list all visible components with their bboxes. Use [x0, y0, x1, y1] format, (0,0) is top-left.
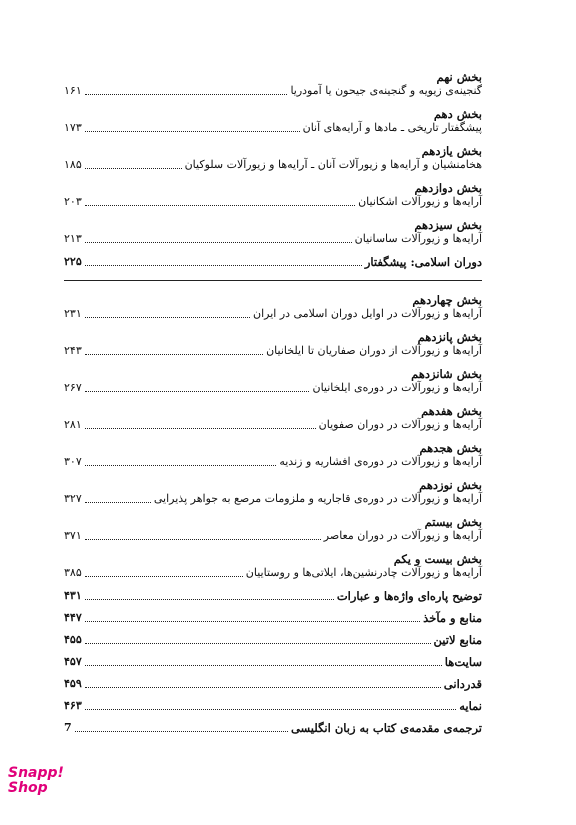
- entry-text: آرایه‌ها و زیورآلات چادرنشین‌ها، ایلاتی‌ها و روستاییان: [245, 566, 482, 579]
- toc-section: [64, 70, 482, 98]
- entry-text: منابع لاتین: [433, 633, 482, 647]
- back-matter-entry: [64, 677, 482, 691]
- toc-section: [64, 181, 482, 209]
- entry-text: پیشگفتار تاریخی ـ مادها و آرایه‌های آنان: [302, 121, 482, 134]
- page-number: ۴۴۷: [64, 611, 82, 624]
- entry-text: ترجمه‌ی مقدمه‌ی کتاب به زبان انگلیسی: [290, 721, 482, 735]
- divider: [64, 280, 482, 281]
- dot-leader: [85, 665, 442, 666]
- toc-entry: [64, 84, 482, 98]
- entry-text: قدردانی: [443, 677, 482, 691]
- toc-entry: [64, 307, 482, 321]
- logo-line-2: Shop: [8, 780, 48, 796]
- toc-section: [64, 218, 482, 246]
- page-number: ۲۱۳: [64, 232, 82, 245]
- page-number: ۱۷۳: [64, 121, 82, 134]
- page-number: ۴۵۹: [64, 677, 82, 690]
- dot-leader: [75, 731, 288, 732]
- toc-section: [64, 478, 482, 506]
- entry-text: آرایه‌ها و زیورآلات در دوره‌ی افشاریه و زندیه: [279, 455, 482, 468]
- entry-text: هخامنشیان و آرایه‌ها و زیورآلات آنان ـ آرایه‌ها و زیورآلات سلوکیان: [184, 158, 482, 171]
- toc-entry: [64, 381, 482, 395]
- page-number: ۲۴۳: [64, 344, 82, 357]
- toc-section: [64, 404, 482, 432]
- page-number: 7: [64, 721, 72, 734]
- section-title: بخش هجدهم: [419, 441, 482, 455]
- dot-leader: [85, 621, 420, 622]
- entry-text: سایت‌ها: [444, 655, 482, 669]
- page-number: ۳۷۱: [64, 529, 82, 542]
- toc-section: [64, 515, 482, 543]
- entry-text: آرایه‌ها و زیورآلات در دوران صفویان: [318, 418, 482, 431]
- dot-leader: [85, 502, 151, 503]
- entry-text: آرایه‌ها و زیورآلات در دوره‌ی ایلخانیان: [312, 381, 482, 394]
- toc-entry: [64, 455, 482, 469]
- toc-section: [64, 552, 482, 580]
- dot-leader: [85, 131, 300, 132]
- logo-line-1: Snapp!: [8, 765, 64, 781]
- section-title: بخش سیزدهم: [414, 218, 482, 232]
- dot-leader: [85, 265, 362, 266]
- back-matter: [64, 589, 482, 735]
- page-number: ۲۳۱: [64, 307, 82, 320]
- toc-section: [64, 441, 482, 469]
- entry-text: آرایه‌ها و زیورآلات در اوایل دوران اسلامی در ایران: [253, 307, 482, 320]
- dot-leader: [85, 391, 310, 392]
- page-number: ۳۲۷: [64, 492, 82, 505]
- dot-leader: [85, 599, 334, 600]
- toc-section: [64, 367, 482, 395]
- back-matter-entry: [64, 589, 482, 603]
- entry-text: آرایه‌ها و زیورآلات اشکانیان: [358, 195, 482, 208]
- entry-text: نمایه: [459, 699, 482, 713]
- toc-entry: [64, 195, 482, 209]
- toc-entry: [64, 492, 482, 506]
- back-matter-entry: [64, 721, 482, 735]
- dot-leader: [85, 168, 182, 169]
- back-matter-entry: [64, 699, 482, 713]
- dot-leader: [85, 576, 243, 577]
- entry-text: آرایه‌ها و زیورآلات از دوران صفاریان تا ایلخانیان: [266, 344, 482, 357]
- page-number: ۴۳۱: [64, 589, 82, 602]
- section-title: بخش پانزدهم: [417, 330, 482, 344]
- dot-leader: [85, 643, 431, 644]
- entry-text: آرایه‌ها و زیورآلات در دوره‌ی قاجاریه و ملزومات مرصع به جواهر پذیرایی: [153, 492, 482, 505]
- section-title: بخش دوازدهم: [414, 181, 482, 195]
- back-matter-entry: [64, 611, 482, 625]
- toc-entry: [64, 566, 482, 580]
- dot-leader: [85, 539, 321, 540]
- section-title: بخش نهم: [436, 70, 482, 84]
- section-title: بخش دهم: [433, 107, 482, 121]
- dot-leader: [85, 205, 355, 206]
- back-matter-entry: [64, 633, 482, 647]
- snapp-shop-logo: [8, 766, 68, 796]
- page-number: ۴۵۵: [64, 633, 82, 646]
- back-matter-entry: [64, 655, 482, 669]
- page-number: ۲۰۳: [64, 195, 82, 208]
- entry-text: آرایه‌ها و زیورآلات در دوران معاصر: [323, 529, 482, 542]
- section-title: بخش نوزدهم: [419, 478, 482, 492]
- toc-section: [64, 293, 482, 321]
- dot-leader: [85, 709, 457, 710]
- toc-section: [64, 330, 482, 358]
- islamic-period-entry: [64, 255, 482, 269]
- section-title: بخش شانزدهم: [411, 367, 482, 381]
- toc-entry: [64, 121, 482, 135]
- page-number: ۱۶۱: [64, 84, 82, 97]
- page-number: ۳۸۵: [64, 566, 82, 579]
- section-title: بخش هفدهم: [421, 404, 482, 418]
- entry-text: آرایه‌ها و زیورآلات ساسانیان: [354, 232, 482, 245]
- section-title: بخش بیست و یکم: [393, 552, 482, 566]
- dot-leader: [85, 465, 277, 466]
- entry-text: توضیح پاره‌ای واژه‌ها و عبارات: [336, 589, 482, 603]
- toc-entry: [64, 158, 482, 172]
- dot-leader: [85, 94, 288, 95]
- dot-leader: [85, 354, 263, 355]
- page-number: ۲۶۷: [64, 381, 82, 394]
- toc-section: [64, 107, 482, 135]
- section-title: بخش یازدهم: [421, 144, 482, 158]
- page-number: ۳۰۷: [64, 455, 82, 468]
- dot-leader: [85, 687, 441, 688]
- dot-leader: [85, 428, 316, 429]
- toc-entry: [64, 418, 482, 432]
- entry-text: دوران اسلامی: پیشگفتار: [364, 255, 482, 269]
- toc-entry: [64, 232, 482, 246]
- entry-text: گنجینه‌ی زیویه و گنجینه‌ی جیحون یا آمودریا: [290, 84, 482, 97]
- entry-text: منابع و مآخذ: [423, 611, 482, 625]
- table-of-contents: [64, 70, 482, 743]
- toc-entry: [64, 529, 482, 543]
- dot-leader: [85, 317, 250, 318]
- page-number: ۴۶۳: [64, 699, 82, 712]
- toc-entry: [64, 344, 482, 358]
- dot-leader: [85, 242, 352, 243]
- page-number: ۲۲۵: [64, 255, 82, 268]
- page-number: ۲۸۱: [64, 418, 82, 431]
- section-title: بخش چهاردهم: [412, 293, 482, 307]
- page-number: ۱۸۵: [64, 158, 82, 171]
- toc-section: [64, 144, 482, 172]
- section-title: بخش بیستم: [424, 515, 482, 529]
- page-number: ۴۵۷: [64, 655, 82, 668]
